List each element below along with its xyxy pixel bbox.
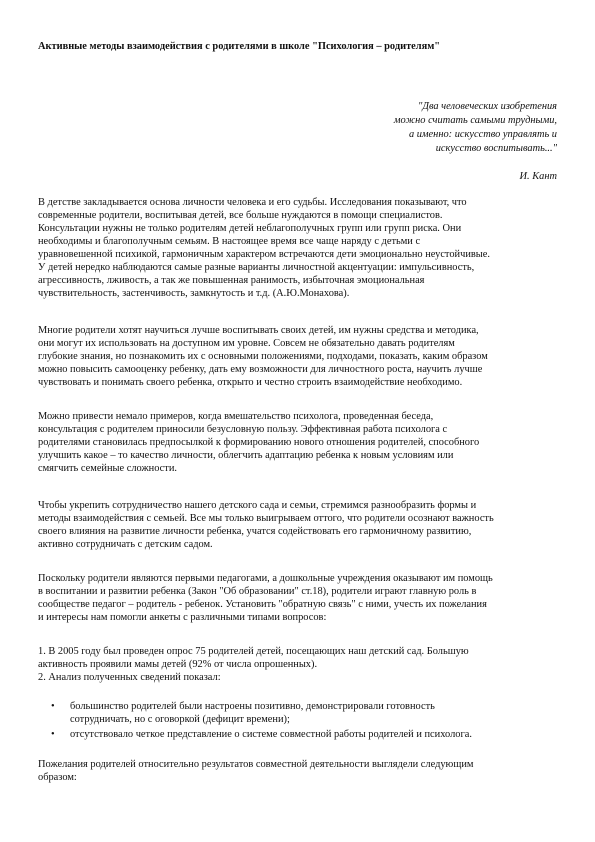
- paragraph-line: чувствительность, застенчивость, замкнутость и т.д. (А.Ю.Монахова).: [38, 288, 350, 299]
- document-title: Активные методы взаимодействия с родителями в школе "Психология – родителям": [38, 41, 441, 52]
- findings-list: [38, 700, 563, 741]
- list-item: [38, 700, 563, 726]
- list-item-line: отсутствовало четкое представление о системе совместной работы родителей и психолога.: [70, 729, 472, 740]
- epigraph-line: а именно: искусство управлять и: [408, 129, 557, 140]
- paragraph-line: активность проявили мамы детей (92% от числа опрошенных).: [38, 659, 318, 670]
- paragraph-line: уравновешенной психикой, гармоничным характером встречаются дети эмоционально неустойчивые.: [38, 249, 490, 260]
- paragraph-line: глубокие знания, но познакомить их с основными положениями, подходами, показать, каким образом: [38, 351, 488, 362]
- paragraph-line: агрессивность, лживость, а так же повышенная ранимость, избыточная эмоциональная: [38, 275, 425, 286]
- paragraph-line: Консультации нужны не только родителям детей неблагополучных групп или групп риска. Они: [38, 223, 462, 234]
- epigraph-line: искусство воспитывать...": [435, 143, 557, 154]
- epigraph-quote: [257, 100, 557, 156]
- paragraph-line: Поскольку родители являются первыми педагогами, а дошкольные учреждения оказывают им помощь: [38, 573, 493, 584]
- paragraph-line: смягчить семейные сложности.: [38, 463, 177, 474]
- paragraph-feedback: [38, 572, 563, 624]
- bullet-icon: •: [51, 729, 55, 740]
- paragraph-line: чувствовать и понимать своего ребенка, открыто и честно строить взаимодействие необходимо.: [38, 377, 463, 388]
- paragraph-line: в воспитании и развитии ребенка (Закон "Об образовании" ст.18), родители играют главную роль в: [38, 586, 477, 597]
- paragraph-line: современные родители, воспитывая детей, все больше нуждаются в помощи специалистов.: [38, 210, 443, 221]
- paragraph-line: родителями становилась предпосылкой к формированию нового отношения родителей, способного: [38, 437, 480, 448]
- paragraph-survey-results: [38, 645, 563, 684]
- paragraph-line: У детей нередко наблюдаются самые разные варианты личностной акцентуации: импульсивность,: [38, 262, 475, 273]
- paragraph-line: консультация с родителем приносили безусловную пользу. Эффективная работа психолога с: [38, 424, 448, 435]
- epigraph-line: "Два человеческих изобретения: [417, 101, 557, 112]
- list-item: [38, 728, 563, 741]
- paragraph-line: активно сотрудничать с детским садом.: [38, 539, 213, 550]
- epigraph-author: И. Кант: [519, 171, 557, 182]
- paragraph-line: Пожелания родителей относительно результатов совместной деятельности выглядели следующим: [38, 759, 474, 770]
- paragraph-psychologist-examples: [38, 410, 563, 475]
- paragraph-closing: [38, 758, 563, 784]
- list-item-line: сотрудничать, но с оговоркой (дефицит времени);: [70, 714, 290, 725]
- bullet-icon: •: [51, 701, 55, 712]
- paragraph-line: сообществе педагог – родитель - ребенок. Установить "обратную связь" с ними, учесть их пожелания: [38, 599, 487, 610]
- paragraph-line: Можно привести немало примеров, когда вмешательство психолога, проведенная беседа,: [38, 411, 434, 422]
- paragraph-line: Чтобы укрепить сотрудничество нашего детского сада и семьи, стремимся разнообразить формы и: [38, 500, 477, 511]
- paragraph-line: Многие родители хотят научиться лучше воспитывать своих детей, им нужны средства и методика,: [38, 325, 479, 336]
- paragraph-line: образом:: [38, 772, 77, 783]
- paragraph-line: улучшить какое – то качество личности, облегчить адаптацию ребенка к новым условиям или: [38, 450, 454, 461]
- paragraph-parents-learning: [38, 324, 563, 389]
- paragraph-line: 2. Анализ полученных сведений показал:: [38, 672, 221, 683]
- paragraph-line: можно повысить самооценку ребенку, дать ему возможности для личностного роста, научить лучше: [38, 364, 483, 375]
- paragraph-line: они могут их использовать на доступном им уровне. Совсем не обязательно давать родителям: [38, 338, 455, 349]
- paragraph-line: 1. В 2005 году был проведен опрос 75 родителей детей, посещающих наш детский сад. Большую: [38, 646, 469, 657]
- list-item-line: большинство родителей были настроены позитивно, демонстрировали готовность: [70, 701, 435, 712]
- paragraph-line: необходимы и благополучным семьям. В настоящее время все чаще наряду с детьми с: [38, 236, 421, 247]
- paragraph-line: своего влияния на развитие личности ребенка, учатся содействовать его гармоничному развитию,: [38, 526, 472, 537]
- epigraph-line: можно считать самыми трудными,: [393, 115, 557, 126]
- paragraph-line: методы взаимодействия с семьей. Все мы только выигрываем оттого, что родители осознают важность: [38, 513, 494, 524]
- paragraph-intro: [38, 196, 563, 300]
- paragraph-line: и интересы нам помогли анкеты с различными типами вопросов:: [38, 612, 327, 623]
- paragraph-line: В детстве закладывается основа личности человека и его судьбы. Исследования показывают, что: [38, 197, 467, 208]
- paragraph-cooperation: [38, 499, 563, 551]
